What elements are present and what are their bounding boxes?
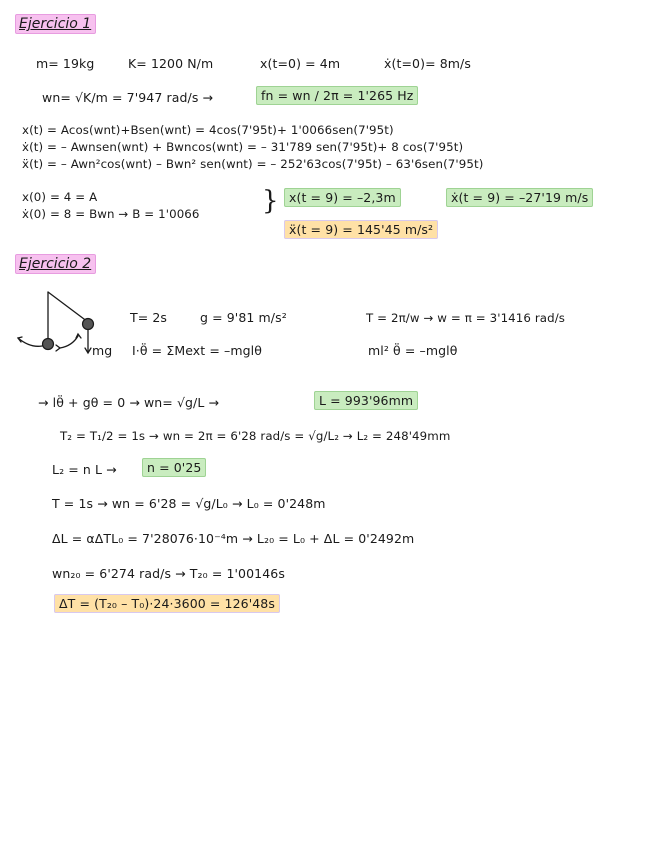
wn-equation: wn= √K/m = 7'947 rad/s → <box>42 90 214 105</box>
result-velocity: ẋ(t = 9) = –27'19 m/s <box>446 188 593 207</box>
exercise-1-heading: Ejercicio 1 <box>15 14 96 34</box>
gravity-given: g = 9'81 m/s² <box>200 310 287 325</box>
given-x0: x(t=0) = 4m <box>260 56 341 71</box>
period-half-equation: T₂ = T₁/2 = 1s → wn = 2π = 6'28 rad/s = √g/L₂ → L₂ = 248'49mm <box>60 429 451 443</box>
fn-result: fn = wn / 2π = 1'265 Hz <box>256 86 418 105</box>
length-result: L = 993'96mm <box>314 391 418 410</box>
position-equation: x(t) = Acos(wnt)+Bsen(wnt) = 4cos(7'95t)+ 1'0066sen(7'95t) <box>22 123 394 137</box>
period-given: T= 2s <box>130 310 168 325</box>
given-k: K= 1200 N/m <box>128 56 214 71</box>
final-result-wrap <box>54 596 280 611</box>
l0-equation: T = 1s → wn = 6'28 = √g/L₀ → L₀ = 0'248m <box>52 496 326 511</box>
given-mass: m= 19kg <box>36 56 95 71</box>
ratio-result: n = 0'25 <box>142 458 206 477</box>
curly-brace: } <box>262 186 279 216</box>
length-result-wrap <box>314 393 418 408</box>
wn20-equation: wn₂₀ = 6'274 rad/s → T₂₀ = 1'00146s <box>52 566 285 581</box>
result-position: x(t = 9) = –2,3m <box>284 188 401 207</box>
initial-condition-x: x(0) = 4 = A <box>22 190 98 204</box>
result-a-wrap <box>284 222 438 237</box>
ml2-equation: ml² θ̈ = –mglθ <box>368 343 458 358</box>
result-acceleration: ẍ(t = 9) = 145'45 m/s² <box>284 220 438 239</box>
initial-condition-v: ẋ(0) = 8 = Bwn → B = 1'0066 <box>22 207 200 221</box>
inertia-equation: I·θ̈ = ΣMext = –mglθ <box>132 343 262 358</box>
ratio-result-wrap <box>142 460 206 475</box>
fn-result-wrap <box>256 88 418 103</box>
acceleration-equation: ẍ(t) = – Awn²cos(wnt) – Bwn² sen(wnt) = – 252'63cos(7'95t) – 63'6sen(7'95t) <box>22 157 484 171</box>
omega-equation: T = 2π/w → w = π = 3'1416 rad/s <box>366 311 566 325</box>
given-v0: ẋ(t=0)= 8m/s <box>384 56 471 71</box>
exercise-2-heading: Ejercicio 2 <box>15 254 96 274</box>
velocity-equation: ẋ(t) = – Awnsen(wnt) + Bwncos(wnt) = – 31'789 sen(7'95t)+ 8 cos(7'95t) <box>22 140 464 154</box>
result-v-wrap <box>446 190 593 205</box>
dilation-equation: ΔL = αΔTL₀ = 7'28076·10⁻⁴m → L₂₀ = L₀ + ΔL = 0'2492m <box>52 531 415 546</box>
length-equation: → lθ̈ + gθ = 0 → wn= √g/L → <box>38 395 220 410</box>
ratio-equation: L₂ = n L → <box>52 462 117 477</box>
result-x-wrap <box>284 190 401 205</box>
weight-label: mg <box>92 343 113 358</box>
final-result: ΔT = (T₂₀ – T₀)·24·3600 = 126'48s <box>54 594 280 613</box>
